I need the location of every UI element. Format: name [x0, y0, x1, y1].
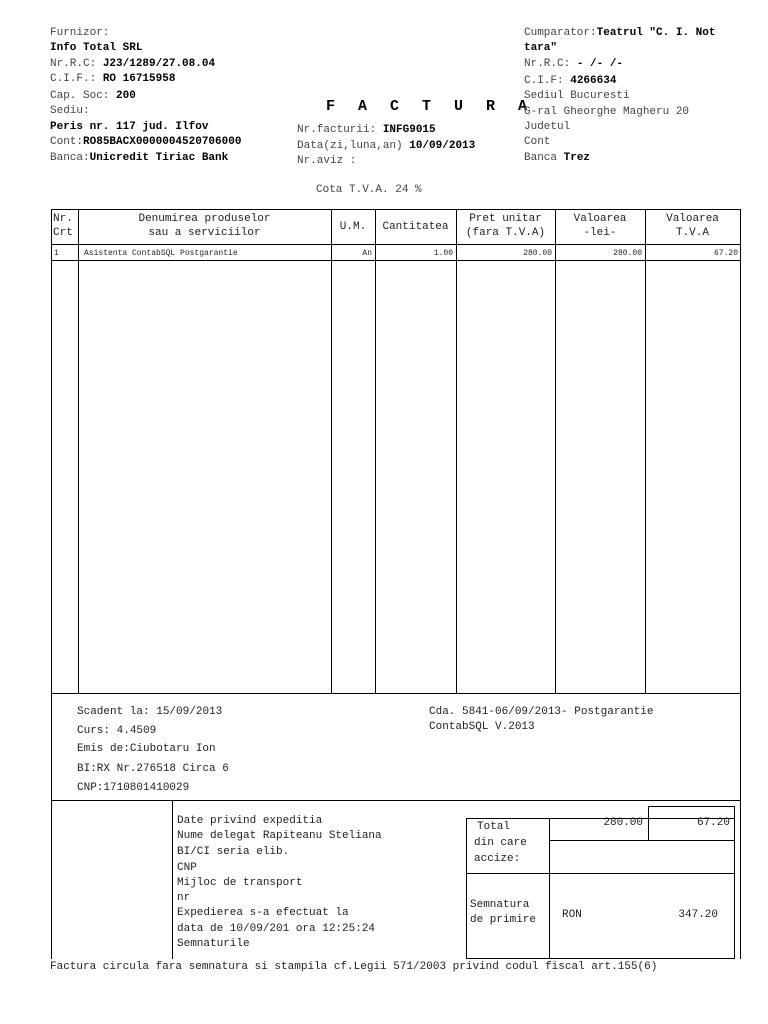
delegate-cnp: CNP — [177, 862, 197, 874]
header-name: Denumirea produselor sau a serviciilor — [138, 213, 271, 239]
expedition-title: Date privind expeditia — [177, 815, 323, 827]
buyer-cif: C.I.F: 4266634 — [524, 75, 617, 87]
invoice-aviz: Nr.aviz : — [297, 155, 357, 167]
currency: RON — [562, 909, 582, 921]
software-version: ContabSQL V.2013 — [429, 721, 535, 733]
supplier-banca: Banca:Unicredit Tiriac Bank — [50, 152, 229, 164]
supplier-cif: C.I.F.: RO 16715958 — [50, 73, 176, 85]
supplier-cont: Cont:RO85BACX0000004520706000 — [50, 136, 242, 148]
total-label: Total — [477, 821, 511, 833]
delegate-id: BI/CI seria elib. — [177, 846, 290, 858]
buyer-nrrc: Nr.R.C: - /- /- — [524, 58, 624, 70]
transport: Mijloc de transport — [177, 877, 303, 889]
supplier-label: Furnizor: — [50, 27, 110, 39]
buyer-address: G-ral Gheorghe Magheru 20 — [524, 106, 690, 118]
row-nr: 1 — [54, 249, 59, 258]
header-um: U.M. — [339, 221, 367, 233]
buyer-cont: Cont — [524, 136, 551, 148]
issued-by: Emis de:Ciubotaru Ion — [77, 743, 216, 755]
legal-note: Factura circula fara semnatura si stampila cf.Legii 571/2003 privind codul fiscal art.155(6) — [50, 961, 658, 973]
total-value: 280.00 — [603, 817, 643, 829]
transport-nr: nr — [177, 892, 191, 904]
receipt-sign-2: de primire — [470, 914, 537, 926]
excise-label-1: din care — [474, 837, 527, 849]
row-price: 280.00 — [523, 249, 552, 258]
header-nr: Nr. Crt — [53, 213, 73, 239]
supplier-sediu-label: Sediu: — [50, 105, 90, 117]
due-date: Scadent la: 15/09/2013 — [77, 706, 223, 718]
supplier-nrrc: Nr.R.C: J23/1289/27.08.04 — [50, 58, 216, 70]
grand-total: 347.20 — [678, 909, 718, 921]
invoice-title: F A C T U R A — [326, 98, 535, 115]
tva-rate: Cota T.V.A. 24 % — [316, 184, 422, 196]
header-price: Pret unitar (fara T.V.A) — [465, 213, 546, 239]
header-value: Valoarea -lei- — [573, 213, 627, 239]
cnp: CNP:1710801410029 — [77, 782, 190, 794]
expedition-datetime: data de 10/09/201 ora 12:25:24 — [177, 923, 376, 935]
invoice-date: Data(zi,luna,an) 10/09/2013 — [297, 140, 476, 152]
supplier-name: Info Total SRL — [50, 42, 143, 54]
supplier-sediu: Peris nr. 117 jud. Ilfov — [50, 121, 209, 133]
buyer-name-cont: tara" — [524, 42, 558, 54]
buyer-judet: Judetul — [524, 121, 571, 133]
delegate-name: Nume delegat Rapiteanu Steliana — [177, 830, 382, 842]
buyer-banca: Banca Trez — [524, 152, 591, 164]
signatures: Semnaturile — [177, 938, 250, 950]
buyer-label: Cumparator:Teatrul "C. I. Not — [524, 27, 716, 39]
excise-label-2: accize: — [474, 853, 521, 865]
invoice-number: Nr.facturii: INFG9015 — [297, 124, 436, 136]
expedition-done: Expedierea s-a efectuat la — [177, 907, 349, 919]
header-qty: Cantitatea — [382, 221, 449, 233]
order-ref: Cda. 5841-06/09/2013- Postgarantie — [429, 706, 654, 718]
total-tva: 67.20 — [696, 817, 730, 829]
row-um: An — [362, 249, 372, 258]
row-qty: 1.00 — [433, 249, 453, 258]
row-value: 280.00 — [613, 249, 642, 258]
supplier-capsoc: Cap. Soc: 200 — [50, 90, 136, 102]
receipt-sign-1: Semnatura — [470, 899, 530, 911]
row-name: Asistenta ContabSQL Postgarantie — [84, 249, 238, 258]
buyer-sediu: Sediul Bucuresti — [524, 90, 630, 102]
id-card: BI:RX Nr.276518 Circa 6 — [77, 763, 229, 775]
row-tva: 67.20 — [713, 249, 738, 258]
exchange-rate: Curs: 4.4509 — [77, 725, 157, 737]
header-tva: Valoarea T.V.A — [666, 213, 719, 239]
